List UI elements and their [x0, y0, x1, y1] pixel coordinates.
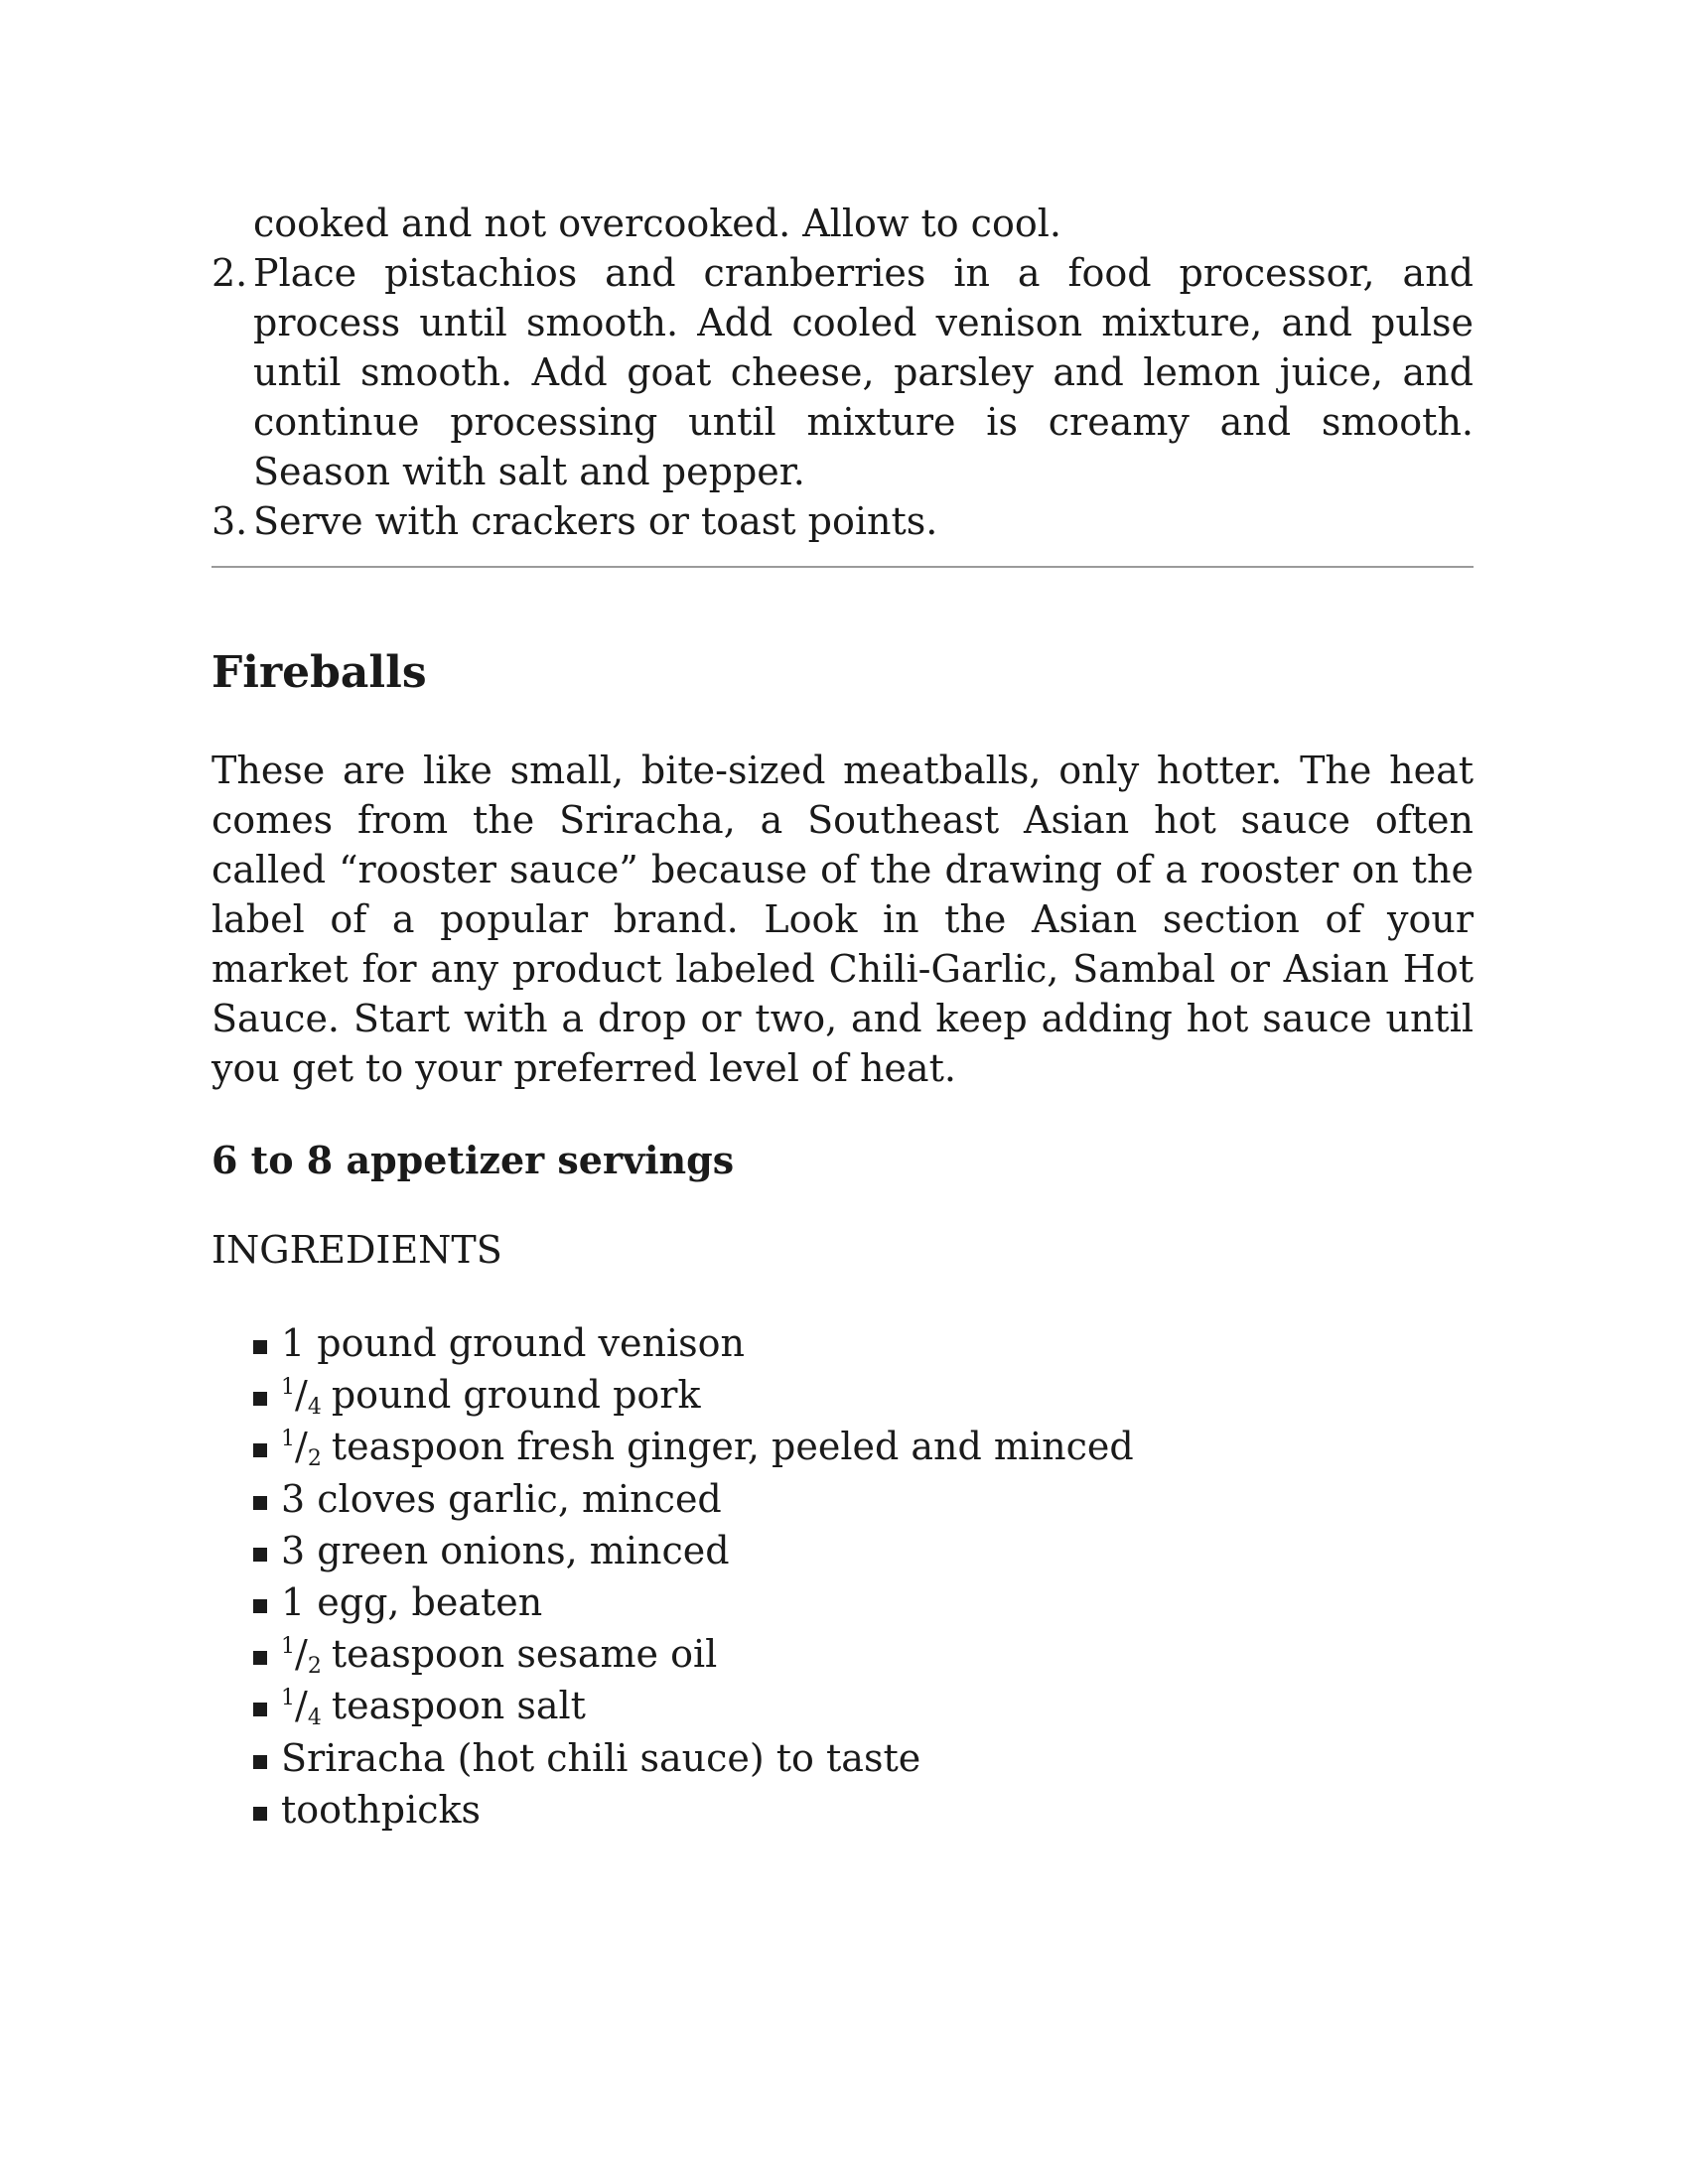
ingredient-text: 3 cloves garlic, minced: [281, 1476, 722, 1521]
ingredient-item: [253, 1369, 1134, 1421]
square-bullet-icon: [253, 1651, 267, 1665]
fraction-slash: /: [295, 1632, 308, 1677]
square-bullet-icon: [253, 1807, 267, 1821]
fraction-denominator: 4: [307, 1706, 322, 1731]
ingredient-item: [253, 1473, 1134, 1525]
recipe-servings: 6 to 8 appetizer servings: [211, 1138, 735, 1182]
ingredient-fraction: [281, 1681, 322, 1730]
ingredient-item: [253, 1525, 1134, 1576]
step-number: 3.: [211, 499, 248, 543]
fraction-numerator: 1: [281, 1427, 295, 1452]
ingredient-text: 1 egg, beaten: [281, 1580, 543, 1625]
ingredient-item: [253, 1680, 1134, 1731]
square-bullet-icon: [253, 1548, 267, 1562]
ingredient-text: teaspoon salt: [331, 1684, 586, 1728]
section-divider: [211, 566, 1474, 568]
fraction-slash: /: [295, 1425, 308, 1469]
recipe-title: Fireballs: [211, 647, 427, 698]
ingredient-text: pound ground pork: [331, 1373, 701, 1418]
ingredient-text: teaspoon sesame oil: [331, 1632, 718, 1677]
ingredient-text: 1 pound ground venison: [281, 1321, 745, 1366]
ingredient-item: [253, 1421, 1134, 1472]
step-item: [211, 496, 1474, 546]
step-continuation: cooked and not overcooked. Allow to cool.: [253, 202, 1061, 245]
fraction-slash: /: [295, 1373, 308, 1418]
ingredient-item: [253, 1317, 1134, 1369]
fraction-denominator: 4: [307, 1395, 322, 1421]
ingredient-item: [253, 1732, 1134, 1784]
step-text: Serve with crackers or toast points.: [253, 499, 938, 543]
square-bullet-icon: [253, 1443, 267, 1457]
ingredients-list: [253, 1317, 1134, 1836]
fraction-numerator: 1: [281, 1634, 295, 1660]
step-item: [211, 248, 1474, 496]
ingredient-item: [253, 1628, 1134, 1680]
ingredient-item: [253, 1576, 1134, 1628]
fraction-slash: /: [295, 1684, 308, 1728]
step-text: Place pistachios and cranberries in a food processor, and process until smooth. Add cooled venison mixture, and pulse until smooth. Add goat cheese, parsley and lemon juice, and continue processing until mixture is creamy and smooth. Season with salt and pepper.: [253, 251, 1474, 493]
square-bullet-icon: [253, 1392, 267, 1406]
fraction-denominator: 2: [307, 1446, 322, 1472]
ingredient-text: toothpicks: [281, 1787, 482, 1832]
fraction-denominator: 2: [307, 1654, 322, 1680]
method-steps: [211, 199, 1474, 546]
ingredient-fraction: [281, 1629, 322, 1679]
step-number: 2.: [211, 251, 248, 295]
square-bullet-icon: [253, 1703, 267, 1716]
fraction-numerator: 1: [281, 1375, 295, 1401]
square-bullet-icon: [253, 1599, 267, 1613]
ingredient-text: 3 green onions, minced: [281, 1528, 730, 1572]
fraction-numerator: 1: [281, 1686, 295, 1711]
ingredient-text: Sriracha (hot chili sauce) to taste: [281, 1735, 921, 1780]
ingredient-fraction: [281, 1370, 322, 1420]
square-bullet-icon: [253, 1496, 267, 1510]
ingredient-text: teaspoon fresh ginger, peeled and minced: [331, 1425, 1134, 1469]
ingredients-heading: INGREDIENTS: [211, 1228, 502, 1272]
ingredient-fraction: [281, 1422, 322, 1471]
recipe-intro: These are like small, bite-sized meatballs, only hotter. The heat comes from the Sriracha, a Southeast Asian hot sauce often called “rooster sauce” because of the drawing of a rooster on the label of a popular brand. Look in the Asian section of your market for any product labeled Chili-Garlic, Sambal or Asian Hot Sauce. Start with a drop or two, and keep adding hot sauce until you get to your preferred level of heat.: [211, 749, 1474, 1090]
square-bullet-icon: [253, 1755, 267, 1769]
ingredient-item: [253, 1784, 1134, 1836]
square-bullet-icon: [253, 1340, 267, 1354]
